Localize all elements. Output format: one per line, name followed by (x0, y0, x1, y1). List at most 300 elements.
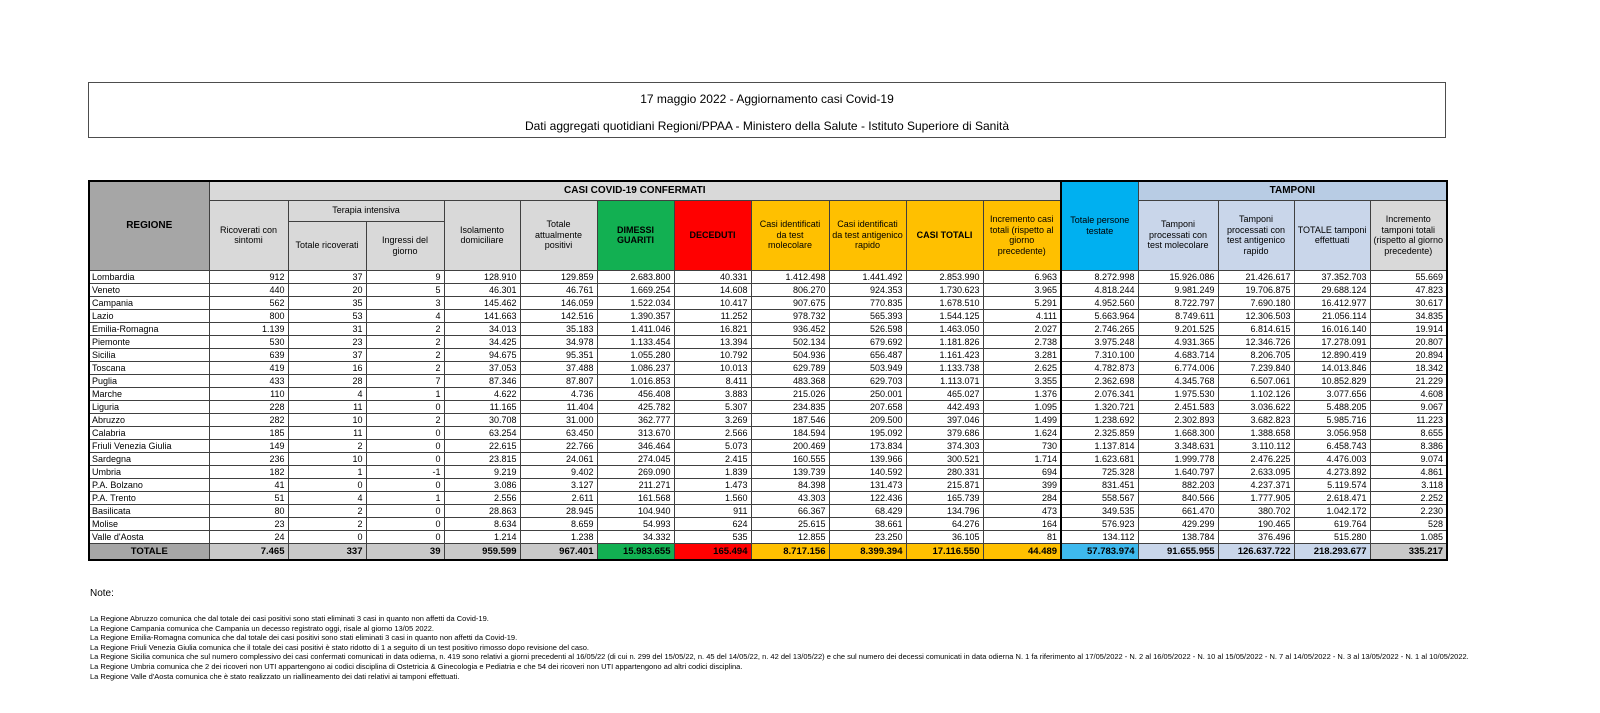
value-cell: 2.230 (1370, 504, 1447, 517)
value-cell: 94.675 (444, 348, 520, 361)
region-name-cell: P.A. Bolzano (89, 478, 209, 491)
group-header-tamponi: TAMPONI (1138, 181, 1447, 200)
value-cell: 64.276 (906, 517, 983, 530)
value-cell: 23.815 (444, 452, 520, 465)
value-cell: 11.165 (444, 400, 520, 413)
column-header-regione: REGIONE (89, 181, 209, 270)
value-cell: 8.722.797 (1138, 296, 1218, 309)
value-cell: 0 (366, 439, 444, 452)
value-cell: 1.320.721 (1061, 400, 1138, 413)
value-cell: 1.623.681 (1061, 452, 1138, 465)
value-cell: 215.871 (906, 478, 983, 491)
value-cell: 2.252 (1370, 491, 1447, 504)
value-cell: 1.113.071 (906, 374, 983, 387)
value-cell: 882.203 (1138, 478, 1218, 491)
totale-value-cell: 165.494 (674, 543, 751, 560)
value-cell: 187.546 (751, 413, 829, 426)
value-cell: 639 (209, 348, 288, 361)
value-cell: 5.291 (983, 296, 1061, 309)
value-cell: 8.272.998 (1061, 270, 1138, 283)
value-cell: 679.692 (829, 335, 906, 348)
region-name-cell: Friuli Venezia Giulia (89, 439, 209, 452)
value-cell: 81 (983, 530, 1061, 543)
value-cell: 840.566 (1138, 491, 1218, 504)
value-cell: 8.634 (444, 517, 520, 530)
region-name-cell: Calabria (89, 426, 209, 439)
value-cell: 6.774.006 (1138, 361, 1218, 374)
value-cell: 14.608 (674, 283, 751, 296)
value-cell: 1.473 (674, 478, 751, 491)
value-cell: 4 (288, 387, 366, 400)
value-cell: 131.473 (829, 478, 906, 491)
value-cell: 1.999.778 (1138, 452, 1218, 465)
value-cell: 68.429 (829, 504, 906, 517)
value-cell: 185 (209, 426, 288, 439)
value-cell: 37.352.703 (1294, 270, 1370, 283)
value-cell: 831.451 (1061, 478, 1138, 491)
value-cell: 907.675 (751, 296, 829, 309)
value-cell: 2.027 (983, 322, 1061, 335)
value-cell: 146.059 (520, 296, 597, 309)
value-cell: 1.668.300 (1138, 426, 1218, 439)
value-cell: 21.426.617 (1218, 270, 1294, 283)
value-cell: 9.067 (1370, 400, 1447, 413)
value-cell: 4.622 (444, 387, 520, 400)
value-cell: 16.821 (674, 322, 751, 335)
value-cell: 195.092 (829, 426, 906, 439)
value-cell: 10.417 (674, 296, 751, 309)
value-cell: 1.055.280 (597, 348, 674, 361)
value-cell: 87.807 (520, 374, 597, 387)
table-row (89, 309, 1447, 322)
value-cell: 1.388.658 (1218, 426, 1294, 439)
value-cell: 3.269 (674, 413, 751, 426)
value-cell: 558.567 (1061, 491, 1138, 504)
value-cell: 228 (209, 400, 288, 413)
totale-value-cell: 126.637.722 (1218, 543, 1294, 560)
value-cell: 2.451.583 (1138, 400, 1218, 413)
value-cell: 3.127 (520, 478, 597, 491)
value-cell: 530 (209, 335, 288, 348)
value-cell: 7.239.840 (1218, 361, 1294, 374)
table-row (89, 517, 1447, 530)
value-cell: 456.408 (597, 387, 674, 400)
value-cell: 25.615 (751, 517, 829, 530)
value-cell: 425.782 (597, 400, 674, 413)
totale-value-cell: 335.217 (1370, 543, 1447, 560)
value-cell: 5.119.574 (1294, 478, 1370, 491)
value-cell: 1.390.357 (597, 309, 674, 322)
value-cell: 8.386 (1370, 439, 1447, 452)
region-name-cell: Valle d'Aosta (89, 530, 209, 543)
value-cell: 12.890.419 (1294, 348, 1370, 361)
value-cell: 41 (209, 478, 288, 491)
value-cell: 770.835 (829, 296, 906, 309)
value-cell: 483.368 (751, 374, 829, 387)
notes-heading: Note: (90, 588, 114, 599)
value-cell: 31 (288, 322, 366, 335)
value-cell: 656.487 (829, 348, 906, 361)
value-cell: 3.086 (444, 478, 520, 491)
region-name-cell: Lazio (89, 309, 209, 322)
value-cell: 4.736 (520, 387, 597, 400)
value-cell: 3.036.622 (1218, 400, 1294, 413)
value-cell: 11.252 (674, 309, 751, 322)
totale-value-cell: 967.401 (520, 543, 597, 560)
value-cell: 3.056.958 (1294, 426, 1370, 439)
value-cell: 8.659 (520, 517, 597, 530)
value-cell: 34.332 (597, 530, 674, 543)
totale-value-cell: 57.783.974 (1061, 543, 1138, 560)
value-cell: 0 (366, 426, 444, 439)
value-cell: 1.975.530 (1138, 387, 1218, 400)
value-cell: 139.966 (829, 452, 906, 465)
value-cell: 1.137.814 (1061, 439, 1138, 452)
value-cell: 3.355 (983, 374, 1061, 387)
value-cell: 29.688.124 (1294, 283, 1370, 296)
value-cell: 629.789 (751, 361, 829, 374)
value-cell: 0 (288, 478, 366, 491)
value-cell: 138.784 (1138, 530, 1218, 543)
value-cell: 7 (366, 374, 444, 387)
value-cell: 1.560 (674, 491, 751, 504)
value-cell: 20.894 (1370, 348, 1447, 361)
value-cell: 9.219 (444, 465, 520, 478)
value-cell: 5.307 (674, 400, 751, 413)
value-cell: 346.464 (597, 439, 674, 452)
totale-value-cell: 91.655.955 (1138, 543, 1218, 560)
value-cell: 4.273.892 (1294, 465, 1370, 478)
value-cell: 211.271 (597, 478, 674, 491)
value-cell: 912 (209, 270, 288, 283)
value-cell: 215.026 (751, 387, 829, 400)
value-cell: 23 (209, 517, 288, 530)
value-cell: 80 (209, 504, 288, 517)
totale-row (89, 543, 1447, 560)
value-cell: 2.566 (674, 426, 751, 439)
value-cell: 28.863 (444, 504, 520, 517)
value-cell: 1.499 (983, 413, 1061, 426)
value-cell: 160.555 (751, 452, 829, 465)
value-cell: 3.348.631 (1138, 439, 1218, 452)
value-cell: 911 (674, 504, 751, 517)
value-cell: 4.476.003 (1294, 452, 1370, 465)
value-cell: 2 (366, 348, 444, 361)
region-name-cell: Sardegna (89, 452, 209, 465)
value-cell: 924.353 (829, 283, 906, 296)
value-cell: 54.993 (597, 517, 674, 530)
column-header-totale-attualmente-positivi: Totale attualmente positivi (520, 200, 597, 270)
region-name-cell: Veneto (89, 283, 209, 296)
column-header-casi-test-antigenico: Casi identificati da test antigenico rapido (829, 200, 906, 270)
value-cell: 14.013.846 (1294, 361, 1370, 374)
region-name-cell: Campania (89, 296, 209, 309)
value-cell: 1.214 (444, 530, 520, 543)
value-cell: 562 (209, 296, 288, 309)
region-name-cell: Liguria (89, 400, 209, 413)
table-row (89, 530, 1447, 543)
value-cell: 10 (288, 452, 366, 465)
value-cell: 0 (366, 530, 444, 543)
value-cell: -1 (366, 465, 444, 478)
value-cell: 134.796 (906, 504, 983, 517)
value-cell: 34.978 (520, 335, 597, 348)
value-cell: 18.342 (1370, 361, 1447, 374)
value-cell: 23.250 (829, 530, 906, 543)
table-row (89, 322, 1447, 335)
value-cell: 2.302.893 (1138, 413, 1218, 426)
table-row (89, 465, 1447, 478)
value-cell: 2.476.225 (1218, 452, 1294, 465)
value-cell: 8.655 (1370, 426, 1447, 439)
value-cell: 37.488 (520, 361, 597, 374)
totale-value-cell: 15.983.655 (597, 543, 674, 560)
value-cell: 4.782.873 (1061, 361, 1138, 374)
value-cell: 63.450 (520, 426, 597, 439)
value-cell: 1.016.853 (597, 374, 674, 387)
value-cell: 1.238 (520, 530, 597, 543)
value-cell: 2.625 (983, 361, 1061, 374)
value-cell: 20.807 (1370, 335, 1447, 348)
value-cell: 36.105 (906, 530, 983, 543)
value-cell: 284 (983, 491, 1061, 504)
value-cell: 2.738 (983, 335, 1061, 348)
value-cell: 34.013 (444, 322, 520, 335)
totale-value-cell: 8.399.394 (829, 543, 906, 560)
value-cell: 3.110.112 (1218, 439, 1294, 452)
value-cell: 11.223 (1370, 413, 1447, 426)
value-cell: 1.522.034 (597, 296, 674, 309)
value-cell: 3.281 (983, 348, 1061, 361)
value-cell: 2 (288, 504, 366, 517)
value-cell: 1.133.738 (906, 361, 983, 374)
value-cell: 165.739 (906, 491, 983, 504)
table-row (89, 270, 1447, 283)
value-cell: 104.940 (597, 504, 674, 517)
value-cell: 37.053 (444, 361, 520, 374)
value-cell: 1.839 (674, 465, 751, 478)
value-cell: 250.001 (829, 387, 906, 400)
value-cell: 55.669 (1370, 270, 1447, 283)
value-cell: 128.910 (444, 270, 520, 283)
value-cell: 2.746.265 (1061, 322, 1138, 335)
value-cell: 2 (366, 361, 444, 374)
value-cell: 4 (288, 491, 366, 504)
value-cell: 4 (366, 309, 444, 322)
region-name-cell: Puglia (89, 374, 209, 387)
value-cell: 15.926.086 (1138, 270, 1218, 283)
value-cell: 1 (288, 465, 366, 478)
value-cell: 9.074 (1370, 452, 1447, 465)
value-cell: 31.000 (520, 413, 597, 426)
value-cell: 576.923 (1061, 517, 1138, 530)
value-cell: 6.814.615 (1218, 322, 1294, 335)
value-cell: 4.931.365 (1138, 335, 1218, 348)
value-cell: 17.278.091 (1294, 335, 1370, 348)
value-cell: 1.181.826 (906, 335, 983, 348)
covid-data-table (88, 180, 1448, 561)
table-row (89, 400, 1447, 413)
value-cell: 34.835 (1370, 309, 1447, 322)
value-cell: 806.270 (751, 283, 829, 296)
value-cell: 3.118 (1370, 478, 1447, 491)
value-cell: 10.852.829 (1294, 374, 1370, 387)
region-name-cell: P.A. Trento (89, 491, 209, 504)
table-row (89, 439, 1447, 452)
value-cell: 16.016.140 (1294, 322, 1370, 335)
value-cell: 2 (366, 322, 444, 335)
value-cell: 87.346 (444, 374, 520, 387)
value-cell: 63.254 (444, 426, 520, 439)
value-cell: 21.229 (1370, 374, 1447, 387)
value-cell: 1.640.797 (1138, 465, 1218, 478)
value-cell: 376.496 (1218, 530, 1294, 543)
bulletin-subtitle: Dati aggregati quotidiani Regioni/PPAA - Ministero della Salute - Istituto Superiore di Sanità (524, 119, 1010, 133)
value-cell: 3.965 (983, 283, 1061, 296)
totale-value-cell: 17.116.550 (906, 543, 983, 560)
value-cell: 1.678.510 (906, 296, 983, 309)
value-cell: 399 (983, 478, 1061, 491)
value-cell: 280.331 (906, 465, 983, 478)
value-cell: 282 (209, 413, 288, 426)
value-cell: 1.095 (983, 400, 1061, 413)
value-cell: 37 (288, 348, 366, 361)
value-cell: 465.027 (906, 387, 983, 400)
value-cell: 139.739 (751, 465, 829, 478)
value-cell: 6.458.743 (1294, 439, 1370, 452)
value-cell: 619.764 (1294, 517, 1370, 530)
table-row (89, 348, 1447, 361)
value-cell: 9.981.249 (1138, 283, 1218, 296)
value-cell: 28.945 (520, 504, 597, 517)
totale-value-cell: 8.717.156 (751, 543, 829, 560)
value-cell: 30.708 (444, 413, 520, 426)
note-line: La Regione Abruzzo comunica che dal totale dei casi positivi sono stati eliminati 3 casi in quanto non affetti da Covid-19. (90, 614, 489, 623)
value-cell: 0 (366, 504, 444, 517)
table-row (89, 426, 1447, 439)
column-header-totale-tamponi: TOTALE tamponi effettuati (1294, 200, 1370, 270)
value-cell: 0 (366, 517, 444, 530)
value-cell: 528 (1370, 517, 1447, 530)
region-name-cell: Toscana (89, 361, 209, 374)
value-cell: 16.412.977 (1294, 296, 1370, 309)
value-cell: 936.452 (751, 322, 829, 335)
title-box (88, 82, 1446, 138)
note-line: La Regione Friuli Venezia Giulia comunica che il totale dei casi positivi è stato ridotto di 1 a seguito di un test positivo rimosso dopo revisione del caso. (90, 642, 590, 652)
table-row (89, 374, 1447, 387)
value-cell: 95.351 (520, 348, 597, 361)
value-cell: 10.792 (674, 348, 751, 361)
group-header-casi-confermati: CASI COVID-19 CONFERMATI (209, 181, 1061, 200)
value-cell: 66.367 (751, 504, 829, 517)
column-header-totale-ricoverati: Totale ricoverati (288, 221, 366, 270)
value-cell: 2.362.698 (1061, 374, 1138, 387)
value-cell: 3.077.656 (1294, 387, 1370, 400)
value-cell: 694 (983, 465, 1061, 478)
value-cell: 4.111 (983, 309, 1061, 322)
value-cell: 34.425 (444, 335, 520, 348)
value-cell: 4.237.371 (1218, 478, 1294, 491)
value-cell: 2.076.341 (1061, 387, 1138, 400)
value-cell: 236 (209, 452, 288, 465)
value-cell: 13.394 (674, 335, 751, 348)
value-cell: 800 (209, 309, 288, 322)
value-cell: 2.683.800 (597, 270, 674, 283)
note-line: La Regione Campania comunica che Campania un decesso registrato oggi, risale al giorno 13/05 2022. (90, 623, 434, 633)
note-line: La Regione Emilia-Romagna comunica che dal totale dei casi positivi sono stati eliminati 3 casi in quanto non affetti da Covid-19. (90, 633, 518, 643)
value-cell: 725.328 (1061, 465, 1138, 478)
table-row (89, 387, 1447, 400)
value-cell: 200.469 (751, 439, 829, 452)
note-line: La Regione Sicilia comunica che sul numero complessivo dei casi confermati comunicati in data odierna, n. 419 sono relativi a giorni precedenti al 16/05/22 (di cui n. 299 del 15/05/22, n. 45 del 14/05/22, n. 42 del 13/05/22) e che sul numero dei decessi comunicati in data odierna N. 1 fa riferimento al 17/05/2022 - N. 2 al 16/05/2022 - N. 10 al 15/05/2022 - N. 7 al 14/05/2022 - N. 3 al 13/05/2022 - N. 1 al 10/05/2022. (90, 652, 1469, 662)
value-cell: 526.598 (829, 322, 906, 335)
value-cell: 35.183 (520, 322, 597, 335)
value-cell: 37 (288, 270, 366, 283)
value-cell: 300.521 (906, 452, 983, 465)
value-cell: 1.139 (209, 322, 288, 335)
value-cell: 730 (983, 439, 1061, 452)
value-cell: 9.402 (520, 465, 597, 478)
value-cell: 349.535 (1061, 504, 1138, 517)
value-cell: 535 (674, 530, 751, 543)
value-cell: 38.661 (829, 517, 906, 530)
value-cell: 6.507.061 (1218, 374, 1294, 387)
value-cell: 442.493 (906, 400, 983, 413)
value-cell: 661.470 (1138, 504, 1218, 517)
value-cell: 1.412.498 (751, 270, 829, 283)
value-cell: 0 (366, 478, 444, 491)
value-cell: 47.823 (1370, 283, 1447, 296)
totale-label-cell: TOTALE (89, 543, 209, 560)
value-cell: 1.411.046 (597, 322, 674, 335)
table-row (89, 361, 1447, 374)
column-header-isolamento-domiciliare: Isolamento domiciliare (444, 200, 520, 270)
value-cell: 8.749.611 (1138, 309, 1218, 322)
value-cell: 1.376 (983, 387, 1061, 400)
value-cell: 1 (366, 491, 444, 504)
value-cell: 46.301 (444, 283, 520, 296)
value-cell: 4.818.244 (1061, 283, 1138, 296)
value-cell: 380.702 (1218, 504, 1294, 517)
value-cell: 1.085 (1370, 530, 1447, 543)
value-cell: 149 (209, 439, 288, 452)
column-header-deceduti: DECEDUTI (674, 200, 751, 270)
value-cell: 473 (983, 504, 1061, 517)
totale-value-cell: 7.465 (209, 543, 288, 560)
column-header-ingressi-del-giorno: Ingressi del giorno (366, 221, 444, 270)
value-cell: 440 (209, 283, 288, 296)
value-cell: 1.777.905 (1218, 491, 1294, 504)
notes-list (90, 614, 1542, 681)
value-cell: 0 (366, 452, 444, 465)
value-cell: 10.013 (674, 361, 751, 374)
value-cell: 190.465 (1218, 517, 1294, 530)
value-cell: 24 (209, 530, 288, 543)
value-cell: 433 (209, 374, 288, 387)
value-cell: 46.761 (520, 283, 597, 296)
value-cell: 12.306.503 (1218, 309, 1294, 322)
value-cell: 1.133.454 (597, 335, 674, 348)
value-cell: 0 (366, 400, 444, 413)
table-row (89, 491, 1447, 504)
column-header-totale-persone-testate: Totale persone testate (1061, 181, 1138, 270)
value-cell: 3.975.248 (1061, 335, 1138, 348)
value-cell: 12.855 (751, 530, 829, 543)
totale-value-cell: 337 (288, 543, 366, 560)
value-cell: 53 (288, 309, 366, 322)
value-cell: 5.488.205 (1294, 400, 1370, 413)
value-cell: 9.201.525 (1138, 322, 1218, 335)
